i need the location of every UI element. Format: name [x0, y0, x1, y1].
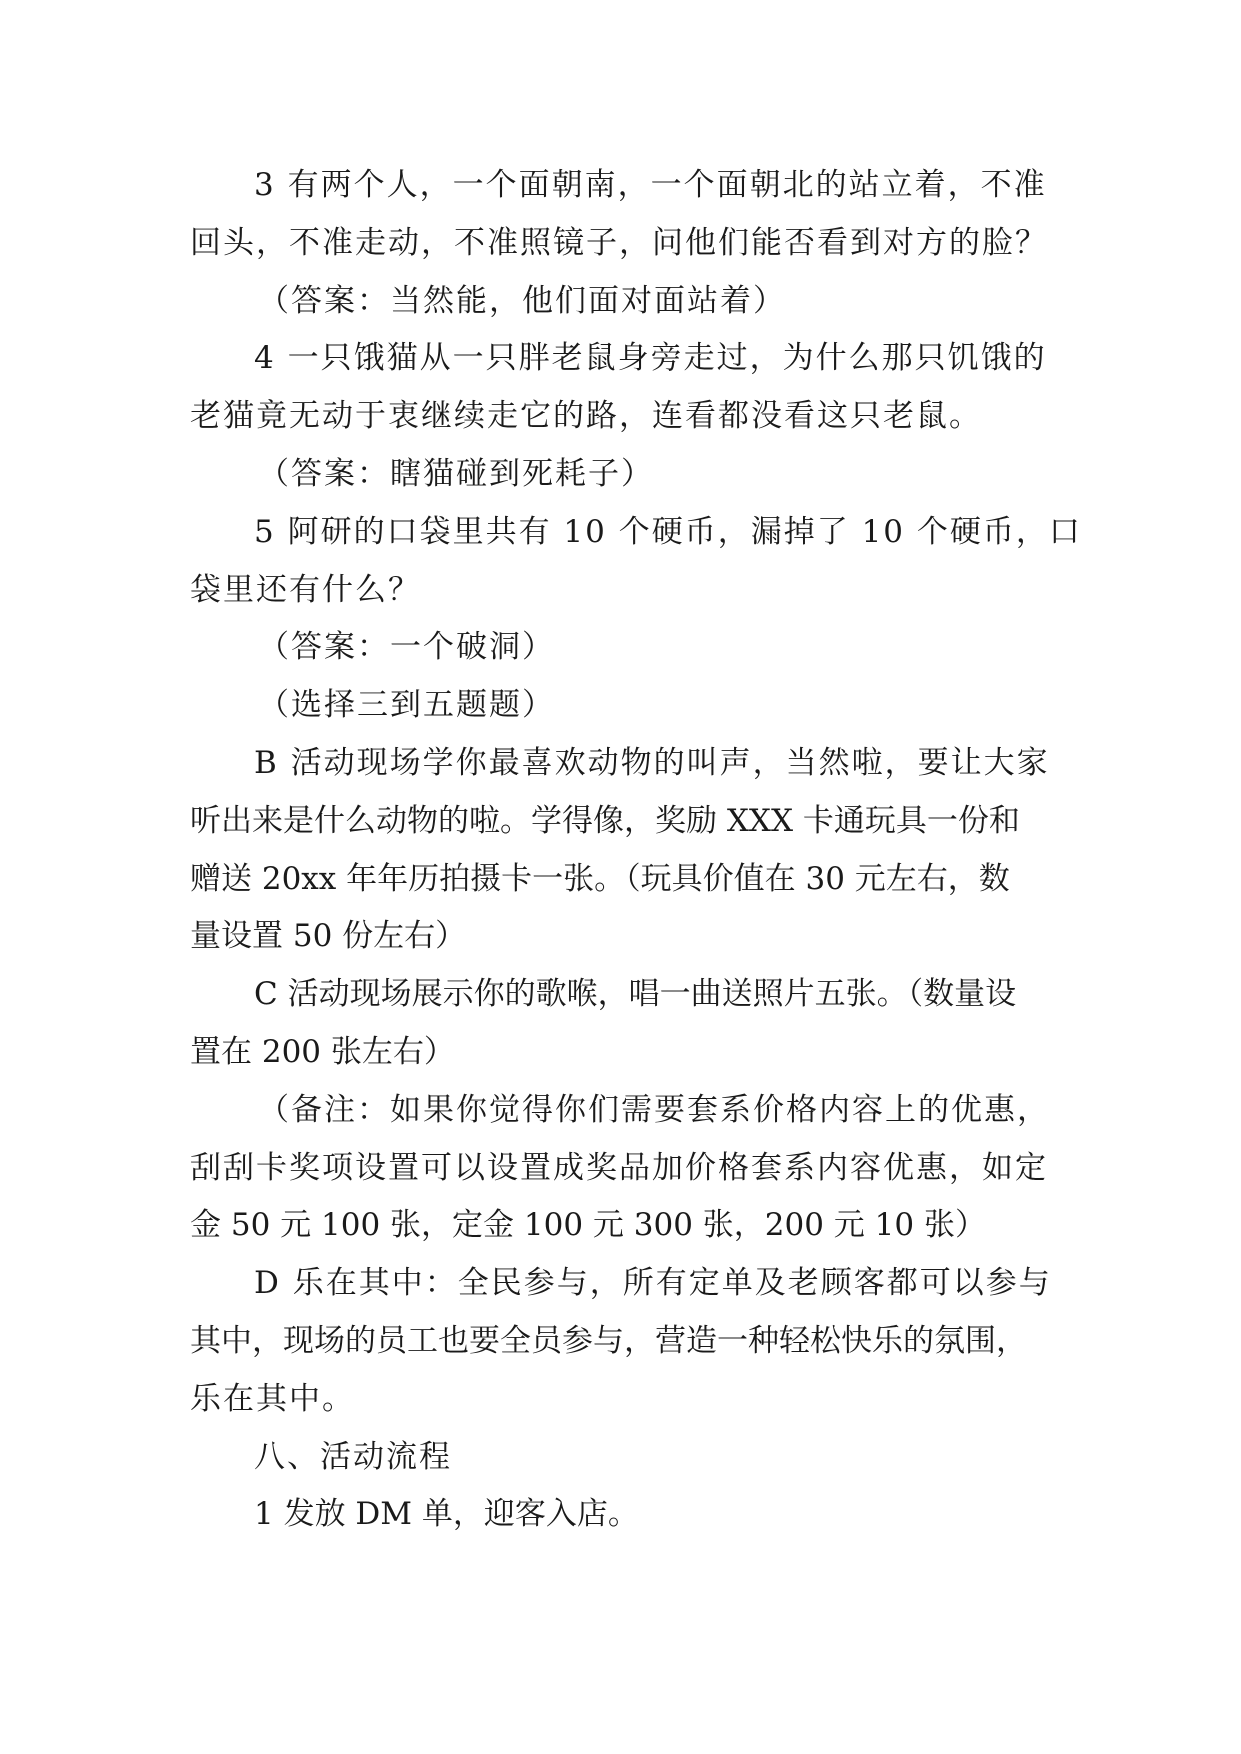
remark-line-1: （备注：如果你觉得你们需要套系价格内容上的优惠， — [258, 1091, 1050, 1128]
remark-line-3: 金 50 元 100 张，定金 100 元 300 张，200 元 10 张） — [190, 1207, 986, 1244]
activity-b-line-3: 赠送 20xx 年年历拍摄卡一张。（玩具价值在 30 元左右，数 — [190, 860, 1010, 897]
riddle-3-answer: （答案：当然能，他们面对面站着） — [258, 282, 786, 319]
riddle-5-line-2: 袋里还有什么？ — [190, 571, 421, 608]
activity-d-line-2: 其中，现场的员工也要全员参与，营造一种轻松快乐的氛围， — [190, 1322, 1027, 1359]
activity-c-line-2: 置在 200 张左右） — [190, 1033, 455, 1070]
activity-b-line-1: B 活动现场学你最喜欢动物的叫声，当然啦，要让大家 — [254, 744, 1050, 781]
riddle-5-answer: （答案：一个破洞） — [258, 629, 555, 666]
riddle-4-answer: （答案：瞎猫碰到死耗子） — [258, 455, 654, 492]
riddle-5-line-1: 5 阿研的口袋里共有 10 个硬币，漏掉了 10 个硬币，口 — [254, 513, 1082, 550]
process-step-1: 1 发放 DM 单，迎客入店。 — [254, 1496, 639, 1533]
section-heading-activity-process: 八、活动流程 — [254, 1438, 452, 1475]
activity-c-line-1: C 活动现场展示你的歌喉，唱一曲送照片五张。（数量设 — [254, 976, 1017, 1013]
remark-line-2: 刮刮卡奖项设置可以设置成奖品加价格套系内容优惠，如定 — [190, 1149, 1048, 1186]
activity-d-line-3: 乐在其中。 — [190, 1380, 355, 1417]
selection-note: （选择三到五题题） — [258, 687, 555, 724]
riddle-4-line-1: 4 一只饿猫从一只胖老鼠身旁走过，为什么那只饥饿的 — [254, 340, 1047, 377]
riddle-3-line-2: 回头，不准走动，不准照镜子，问他们能否看到对方的脸？ — [190, 224, 1048, 261]
activity-d-line-1: D 乐在其中：全民参与，所有定单及老顾客都可以参与 — [254, 1265, 1052, 1302]
activity-b-line-2: 听出来是什么动物的啦。学得像，奖励 XXX 卡通玩具一份和 — [190, 802, 1020, 839]
riddle-4-line-2: 老猫竟无动于衷继续走它的路，连看都没看这只老鼠。 — [190, 398, 982, 435]
riddle-3-line-1: 3 有两个人，一个面朝南，一个面朝北的站立着，不准 — [254, 167, 1047, 203]
activity-b-line-4: 量设置 50 份左右） — [190, 918, 467, 955]
document-body — [190, 157, 1082, 1544]
